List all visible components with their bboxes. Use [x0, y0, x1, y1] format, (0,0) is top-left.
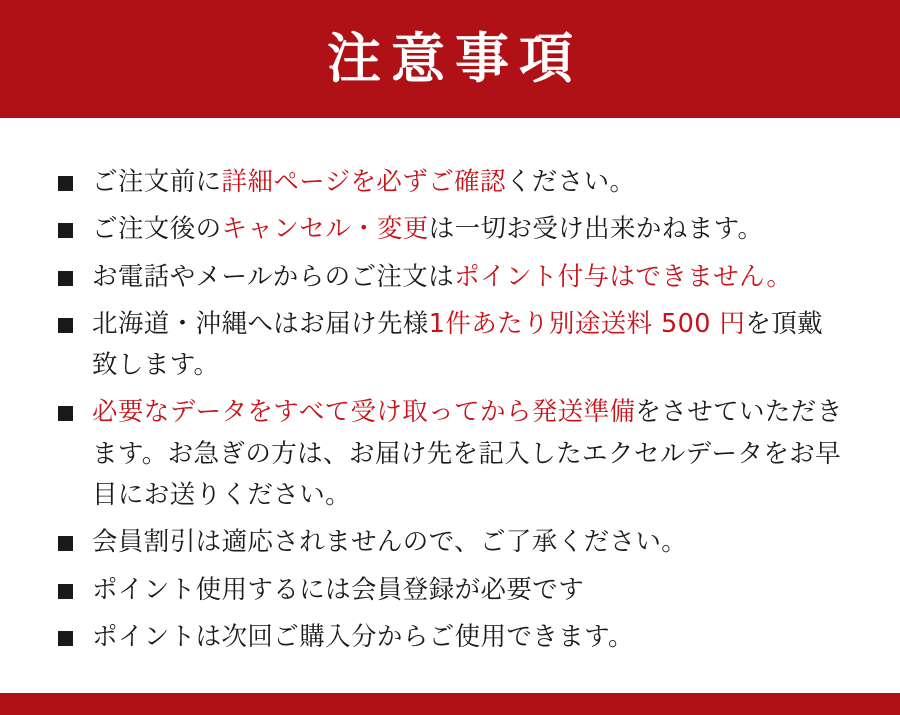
notice-text-segment: 必要なデータをすべて受け取ってから発送準備 — [92, 397, 636, 428]
square-bullet-icon — [58, 223, 73, 238]
notice-item — [56, 617, 844, 658]
square-bullet-icon — [58, 176, 73, 191]
page-title: 注意事項 — [327, 27, 583, 90]
notice-item — [56, 162, 844, 203]
notice-text-segment: ご注文後の — [92, 214, 222, 245]
notice-text-segment: を頂戴致します。 — [92, 308, 824, 381]
notice-content — [0, 118, 900, 658]
notice-text-segment: 北海道・沖縄へはお届け先様 — [92, 308, 429, 339]
notice-text-segment: お電話やメールからのご注文は — [92, 261, 455, 292]
notice-text-segment: 1件あたり別途送料 500 円 — [428, 308, 746, 339]
notice-text-segment: ポイント付与はできません。 — [454, 261, 793, 292]
notice-text-segment: ポイントは次回ご購入分からご使用できます。 — [92, 621, 634, 652]
notice-text-segment: 詳細ページを必ずご確認 — [221, 167, 506, 197]
page-header — [0, 0, 900, 118]
notice-text-segment: ください。 — [505, 167, 636, 197]
square-bullet-icon — [58, 406, 73, 421]
notice-text-segment: は一切お受け出来かねます。 — [428, 214, 764, 245]
notice-list — [56, 162, 844, 658]
notice-item — [56, 522, 844, 563]
notice-text-segment: キャンセル・変更 — [221, 214, 429, 245]
notice-text-segment: 会員割引は適応されませんので、ご了承ください。 — [92, 527, 688, 558]
notice-item — [56, 304, 844, 387]
square-bullet-icon — [58, 271, 73, 286]
notice-text-segment: をさせていただきます。お急ぎの方は、お届け先を記入したエクセルデータをお早目にお送りください。 — [92, 397, 843, 511]
notice-text-segment: ポイント使用するには会員登録が必要です — [92, 574, 585, 605]
square-bullet-icon — [58, 631, 73, 646]
notice-item — [56, 570, 844, 611]
square-bullet-icon — [58, 536, 73, 551]
notice-item — [56, 392, 844, 516]
square-bullet-icon — [58, 318, 73, 333]
square-bullet-icon — [58, 584, 73, 599]
footer-accent-bar — [0, 693, 900, 715]
notice-item — [56, 209, 844, 250]
notice-item — [56, 257, 844, 298]
notice-text-segment: ご注文前に — [92, 167, 222, 197]
